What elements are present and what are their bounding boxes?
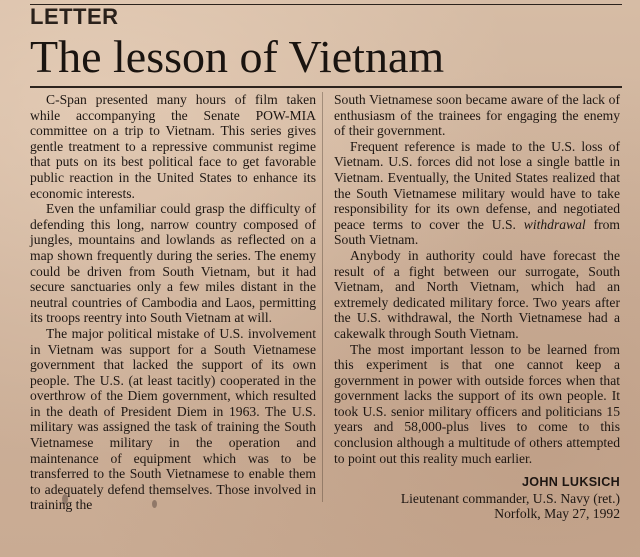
column-divider bbox=[322, 92, 323, 502]
ink-smudge bbox=[62, 494, 68, 504]
headline: The lesson of Vietnam bbox=[30, 31, 445, 82]
signature-name: JOHN LUKSICH bbox=[521, 475, 620, 490]
paragraph-5: Anybody in authority could have forecast the result of a fight between our surrogate, South Vietnam, and North Vietnam, which had an extremely dedicated military force. Two years after the U.S. withdrawal, the North Vietnamese had a cakewalk through South Vietnam. bbox=[334, 247, 620, 341]
headline-rule bbox=[30, 86, 622, 88]
paragraph-1: C-Span presented many hours of film taken while accompanying the Senate POW-MIA committee on a trip to Vietnam. This series gives gentle treatment to a repressive communist regime that puts on its best political face to get favorable public reaction in the United States to enhance its economic interests. bbox=[30, 92, 316, 201]
paragraph-4-emphasis: withdrawal bbox=[523, 216, 586, 232]
signature-place-date: Norfolk, May 27, 1992 bbox=[494, 506, 620, 522]
paragraph-6: The most important lesson to be learned from this experiment is that one cannot keep a government in power with outside forces when that government lacks the support of its own people. It took U.S. senior military officers and politicians 15 years and 58,000-plus lives to come to this conclusion although a multitude of others attempted to point out this reality much earlier. bbox=[334, 341, 620, 466]
paragraph-2: Even the unfamiliar could grasp the difficulty of defending this long, narrow country composed of jungles, mountains and lowlands as reflected on a map shown frequently during the series. The enemy could be driven from South Vietnam, but it had secure sanctuaries only a few miles distant in the neutral countries of Cambodia and Laos, permitting its troops reentry into South Vietnam at will. bbox=[30, 201, 316, 326]
paragraph-4-text-b: from South Vietnam. bbox=[334, 216, 620, 248]
paragraph-4 bbox=[334, 139, 620, 248]
section-label: LETTER bbox=[30, 4, 119, 29]
ink-smudge bbox=[152, 500, 157, 508]
top-rule bbox=[30, 4, 622, 5]
signature-title: Lieutenant commander, U.S. Navy (ret.) bbox=[400, 490, 620, 506]
paragraph-3: The major political mistake of U.S. involvement in Vietnam was support for a South Vietnamese government that lacked the support of its own people. The U.S. (at least tacitly) cooperated in the overthrow of the Diem government, which resulted in the death of President Diem in 1963. The U.S. military was assigned the task of training the South Vietnamese military in the operation and maintenance of equipment which was to be transferred to the South Vietnamese to enable them to adequately defend themselves. Those involved in training the bbox=[30, 325, 316, 513]
article-column-left bbox=[30, 92, 316, 513]
paragraph-3-continued: South Vietnamese soon became aware of the lack of enthusiasm of the trainees for engaging the enemy of their government. bbox=[334, 92, 620, 139]
article-column-right bbox=[334, 92, 620, 522]
paragraph-4-text-a: Frequent reference is made to the U.S. loss of Vietnam. U.S. forces did not lose a single battle in Vietnam. Eventually, the United States realized that the South Vietnamese military would have to take responsibility for its own defense, and negotiated peace terms to cover the U.S. bbox=[334, 138, 620, 232]
